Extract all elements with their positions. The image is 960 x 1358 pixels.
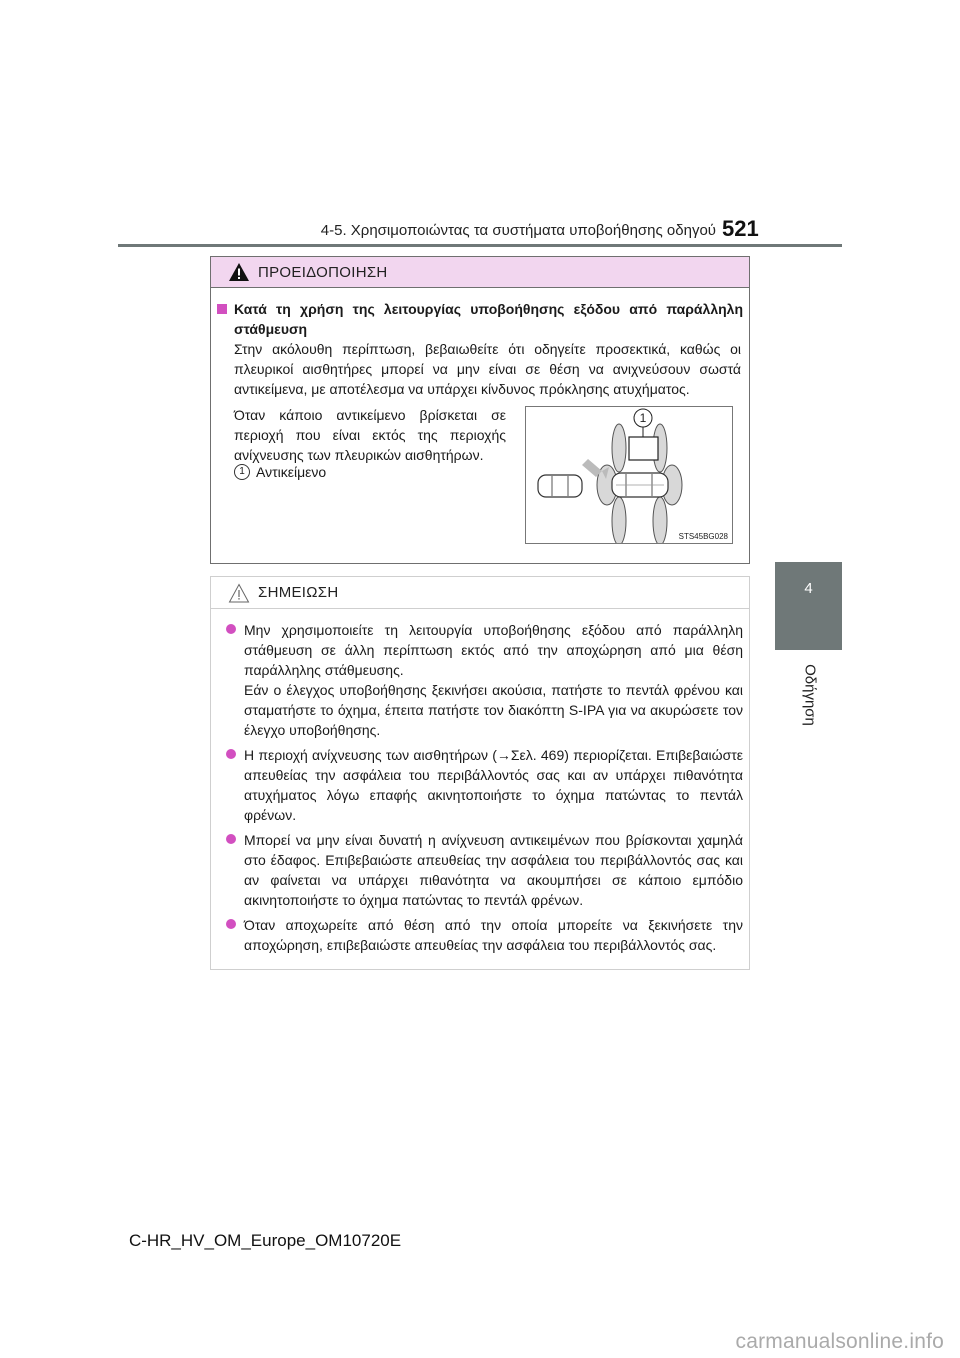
note-item-text: Μην χρησιμοποιείτε τη λειτουργία υποβοήθησης εξόδου από παράλληλη στάθμευση σε άλλη περίπτωση εκτός από την αποχώρηση από μια θέση παράλληλης στάθμευσης. (244, 622, 743, 678)
round-bullet-icon (226, 624, 236, 634)
sensor-area-illustration (525, 406, 733, 544)
section-title: 4-5. Χρησιμοποιώντας τα συστήματα υποβοήθησης οδηγού (320, 222, 716, 239)
note-item (225, 745, 743, 825)
svg-text:1: 1 (639, 411, 647, 425)
note-heading: ΣΗΜΕΙΩΣΗ (258, 584, 339, 601)
chapter-label-text: Οδήγηση (801, 664, 819, 726)
square-bullet-icon (217, 304, 227, 314)
note-item (225, 620, 743, 740)
legend-number-circle: 1 (234, 464, 250, 480)
warning-subheading (217, 299, 743, 339)
caution-triangle-icon (228, 583, 250, 603)
legend-text: Αντικείμενο (256, 464, 327, 480)
note-header (211, 577, 749, 609)
parking-diagram-icon (526, 407, 732, 543)
warning-subheading-text: Κατά τη χρήση της λειτουργίας υποβοήθησης εξόδου από παράλληλη στάθμευση (234, 301, 743, 337)
note-item (225, 830, 743, 910)
note-item-text: Η περιοχή ανίχνευσης των αισθητήρων (→Σελ. 469) περιορίζεται. Επιβεβαιώστε απευθείας την ασφάλεια του περιβάλλοντός σας και αν υπάρχει πιθανότητα ατυχήματος λόγω επαφής ακινητοποιήστε το όχημα πατώντας το πεντάλ φρένων. (244, 747, 743, 823)
watermark: carmanualsonline.info (735, 1330, 944, 1353)
warning-heading: ΠΡΟΕΙΔΟΠΟΙΗΣΗ (258, 263, 388, 281)
header-divider (118, 244, 842, 247)
note-list (225, 620, 743, 960)
round-bullet-icon (226, 834, 236, 844)
warning-header (211, 257, 749, 288)
warning-paragraph: Στην ακόλουθη περίπτωση, βεβαιωθείτε ότι οδηγείτε προσεκτικά, καθώς οι πλευρικοί αισθητήρες μπορεί να μην είναι σε θέση να ανιχνεύσουν σωστά αντικείμενα, με αποτέλεσμα να υπάρχει κίνδυνος πρόκλησης ατυχήματος. (234, 341, 741, 397)
svg-text:STS45BG028: STS45BG028 (678, 532, 728, 541)
note-item-text-continued: Εάν ο έλεγχος υποβοήθησης ξεκινήσει ακούσια, πατήστε το πεντάλ φρένου και σταματήστε το όχημα, έπειτα πατήστε τον διακόπτη S-IPA για να ακυρώσετε τον έλεγχο υποβοήθησης. (244, 682, 743, 738)
warning-box (210, 256, 750, 564)
chapter-number: 4 (804, 580, 813, 597)
figure-legend (234, 464, 326, 480)
round-bullet-icon (226, 749, 236, 759)
warning-triangle-icon (228, 262, 250, 282)
note-item-text: Όταν αποχωρείτε από θέση από την οποία μπορείτε να ξεκινήσετε την αποχώρηση, επιβεβαιώστε απευθείας την ασφάλεια του περιβάλλοντός σας. (244, 917, 743, 953)
note-item (225, 915, 743, 955)
page-number: 521 (722, 216, 759, 241)
chapter-tab (775, 562, 842, 650)
note-box (210, 576, 750, 970)
note-item-text: Μπορεί να μην είναι δυνατή η ανίχνευση αντικειμένων που βρίσκονται χαμηλά στο έδαφος. Επιβεβαιώστε απευθείας την ασφάλεια του περιβάλλοντός σας και αν φαίνεται να υπάρχει πιθανότητα να ακουμπήσει σε κάποιο εμπόδιο ακινητοποιήστε το όχημα πατώντας το πεντάλ φρένων. (244, 832, 743, 908)
warning-condition: Όταν κάποιο αντικείμενο βρίσκεται σε περιοχή που είναι εκτός της περιοχής ανίχνευσης των πλευρικών αισθητήρων. (234, 407, 506, 463)
round-bullet-icon (226, 919, 236, 929)
manual-code: C-HR_HV_OM_Europe_OM10720E (128, 1231, 402, 1250)
chapter-label (790, 660, 830, 730)
